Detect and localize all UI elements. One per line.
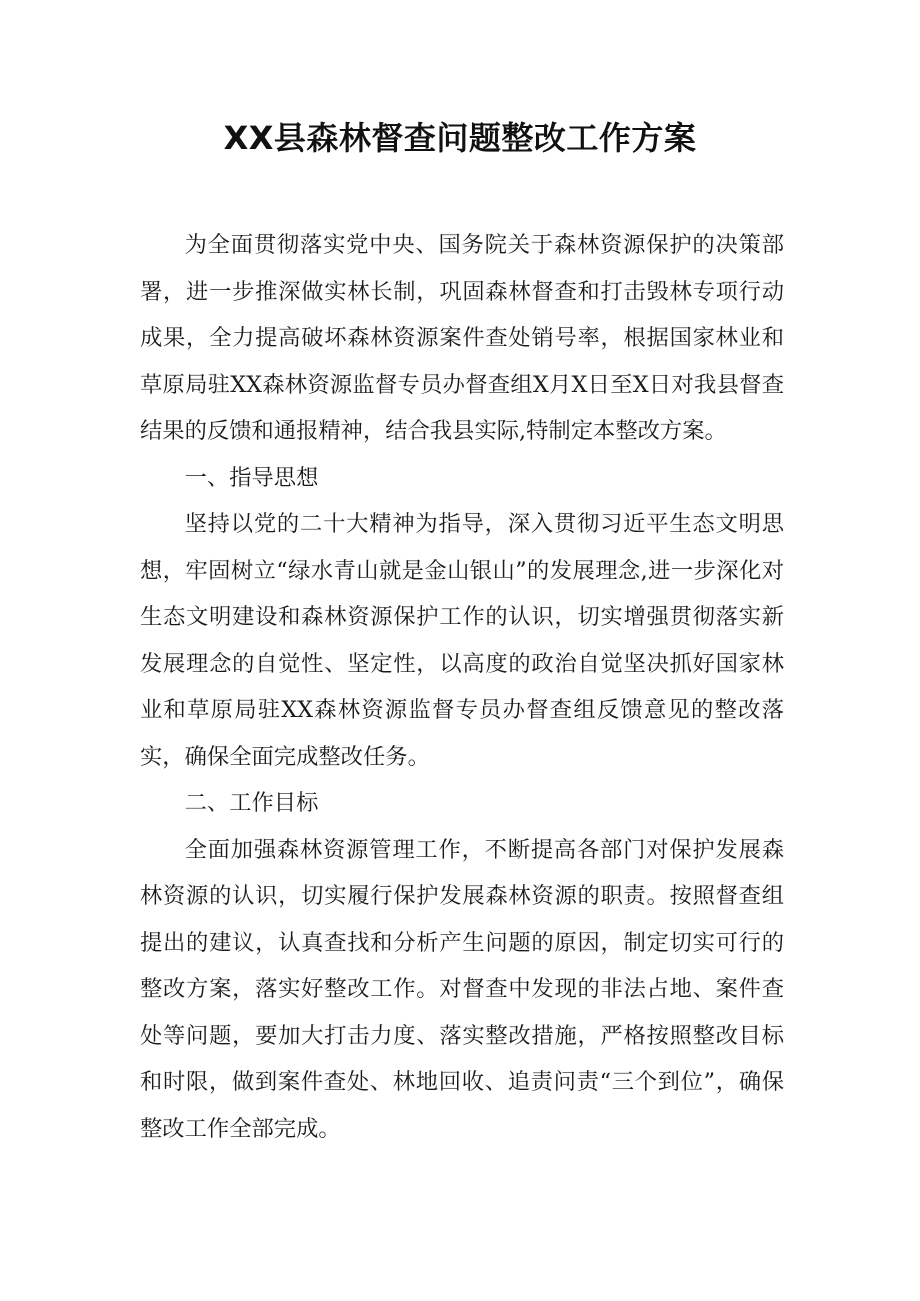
section-body-guiding-ideology: 坚持以党的二十大精神为指导，深入贯彻习近平生态文明思想，牢固树立“绿水青山就是金山银山”的发展理念,进一步深化对生态文明建设和森林资源保护工作的认识，切实增强贯彻落实新发展理念的自觉性、坚定性，以高度的政治自觉坚决抓好国家林业和草原局驻XX森林资源监督专员办督查组反馈意见的整改落实，确保全面完成整改任务。 xyxy=(140,511,784,770)
section-body-work-goals: 全面加强森林资源管理工作，不断提高各部门对保护发展森林资源的认识，切实履行保护发展森林资源的职责。按照督查组提出的建议，认真查找和分析产生问题的原因，制定切实可行的整改方案，落实好整改工作。对督查中发现的非法占地、案件查处等问题，要加大打击力度、落实整改措施，严格按照整改目标和时限，做到案件查处、林地回收、追责问责“三个到位”，确保整改工作全部完成。 xyxy=(140,836,784,1142)
section-heading-work-goals: 二、工作目标 xyxy=(184,790,319,816)
document-body xyxy=(140,222,784,1152)
intro-paragraph: 为全面贯彻落实党中央、国务院关于森林资源保护的决策部署，进一步推深做实林长制，巩固森林督查和打击毁林专项行动成果，全力提高破坏森林资源案件查处销号率，根据国家林业和草原局驻XX森林资源监督专员办督查组X月X日至X日对我县督查结果的反馈和通报精神，结合我县实际,特制定本整改方案。 xyxy=(140,232,784,444)
document-title: XX县森林督查问题整改工作方案 xyxy=(223,119,697,157)
section-heading-guiding-ideology: 一、指导思想 xyxy=(184,464,319,491)
